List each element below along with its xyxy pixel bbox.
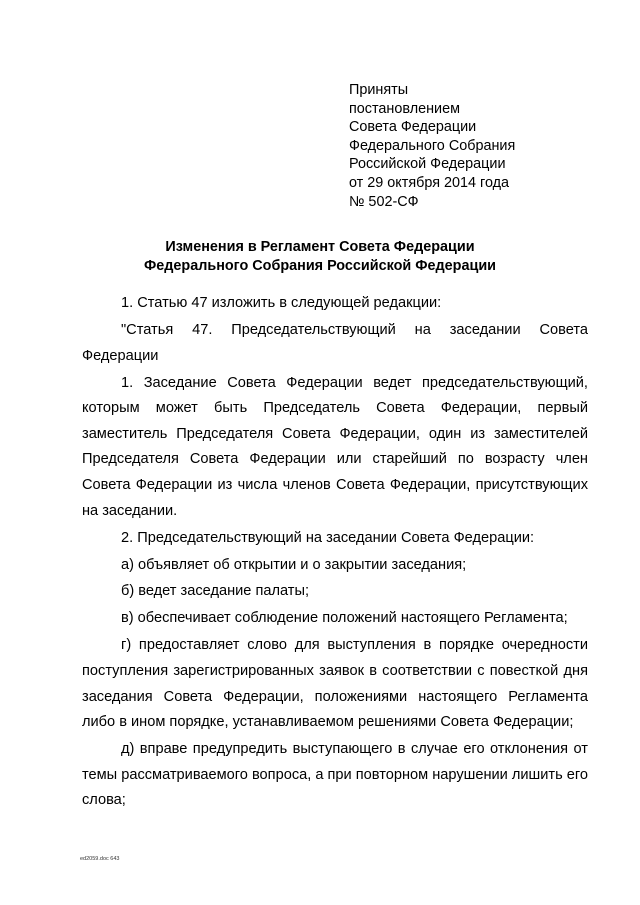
paragraph: 1. Заседание Совета Федерации ведет председательствующий, которым может быть Председатель Совета Федерации, первый заместитель Председателя Совета Федерации, один из заместителей Председателя Совета Федерации или старейший по возрасту член Совета Федерации из числа членов Совета Федерации, присутствующих на заседании.: [82, 374, 588, 519]
approval-block: [349, 81, 515, 211]
paragraph: д) вправе предупредить выступающего в случае его отклонения от темы рассматриваемого вопроса, а при повторном нарушении лишить его слова;: [82, 741, 588, 809]
approval-line: постановлением: [349, 100, 460, 117]
paragraph: в) обеспечивает соблюдение положений настоящего Регламента;: [121, 610, 568, 627]
approval-line: Совета Федерации: [349, 119, 477, 136]
paragraph: г) предоставляет слово для выступления в порядке очередности поступления зарегистрированных заявок в соответствии с повесткой дня заседания Совета Федерации, положениями настоящего Регламента либо в ином порядке, устанавливаемом решениями Совета Федерации;: [82, 637, 588, 731]
footer-filename: ed2059.doc 643: [80, 856, 120, 862]
paragraph: "Статья 47. Председательствующий на заседании Совета Федерации: [82, 321, 588, 364]
approval-line: № 502-СФ: [349, 193, 419, 210]
approval-line: Российской Федерации: [349, 156, 506, 173]
paragraph: 1. Статью 47 изложить в следующей редакции:: [121, 295, 442, 311]
approval-line: от 29 октября 2014 года: [349, 174, 510, 191]
paragraph: а) объявляет об открытии и о закрытии заседания;: [121, 556, 467, 573]
approval-line: Федерального Собрания: [349, 137, 516, 154]
paragraph: б) ведет заседание палаты;: [121, 583, 310, 600]
document-title: [0, 238, 640, 276]
document-body: [82, 291, 588, 815]
title-line-1: Изменения в Регламент Совета Федерации: [165, 239, 475, 255]
approval-line: Приняты: [349, 82, 409, 98]
paragraph: 2. Председательствующий на заседании Совета Федерации:: [121, 529, 535, 546]
title-line-2: Федерального Собрания Российской Федерации: [143, 258, 497, 274]
